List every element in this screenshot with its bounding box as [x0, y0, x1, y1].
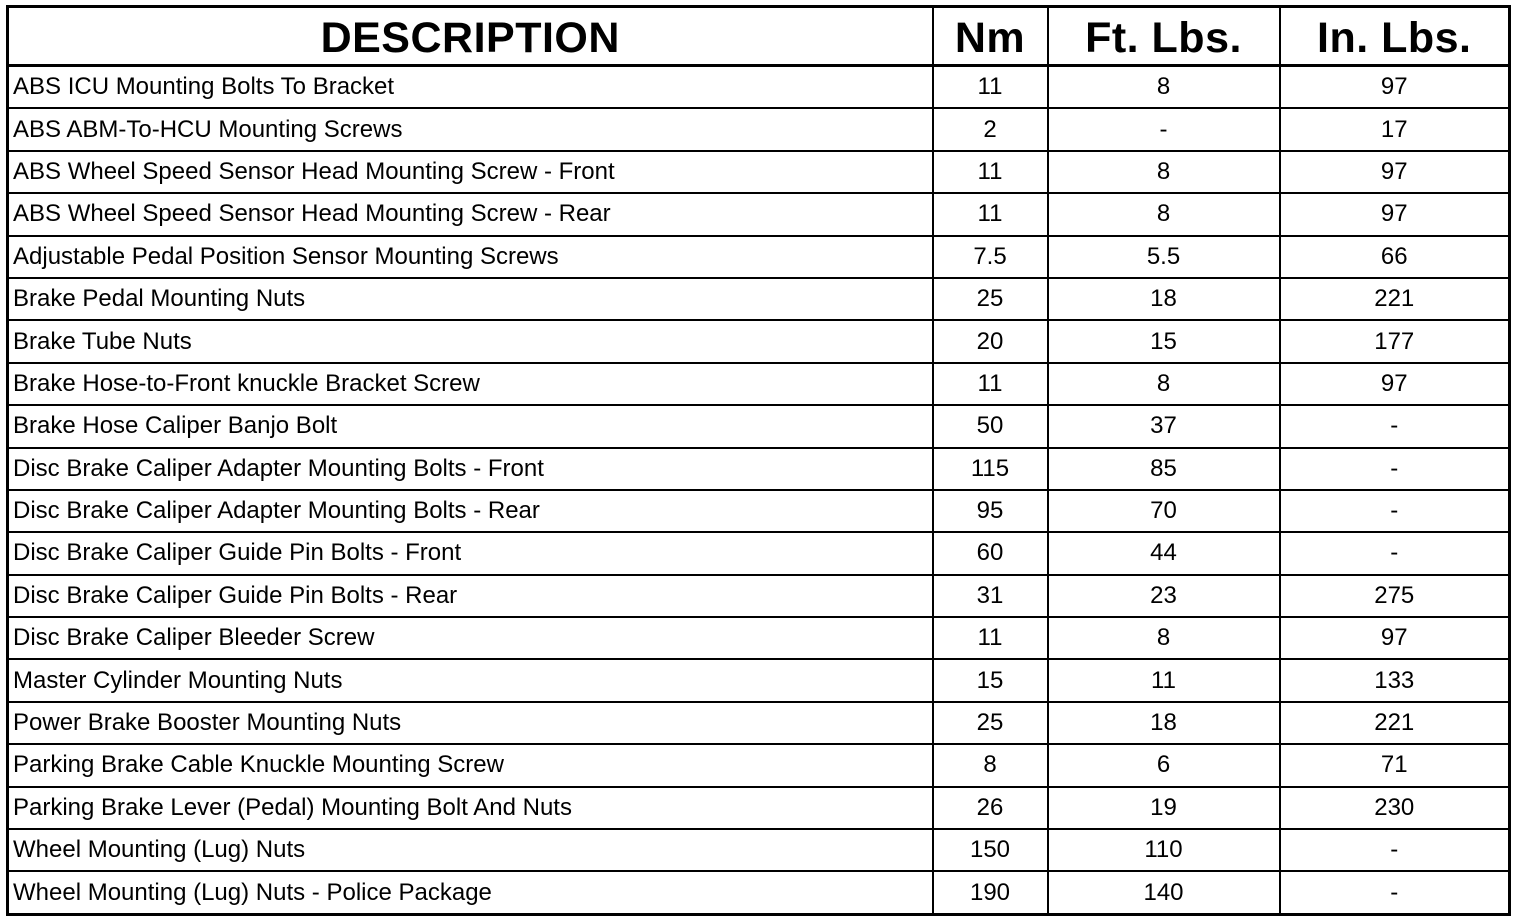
- table-row: [8, 871, 1510, 914]
- cell-nm: 190: [933, 871, 1048, 914]
- cell-description: Disc Brake Caliper Adapter Mounting Bolts - Front: [8, 448, 933, 490]
- table-row: [8, 575, 1510, 617]
- cell-description: Disc Brake Caliper Adapter Mounting Bolts - Rear: [8, 490, 933, 532]
- cell-description: Parking Brake Cable Knuckle Mounting Screw: [8, 744, 933, 786]
- cell-description: Adjustable Pedal Position Sensor Mounting Screws: [8, 236, 933, 278]
- cell-nm: 7.5: [933, 236, 1048, 278]
- cell-ft-lbs: 15: [1048, 320, 1280, 362]
- cell-ft-lbs: 110: [1048, 829, 1280, 871]
- cell-nm: 150: [933, 829, 1048, 871]
- table-row: [8, 448, 1510, 490]
- cell-description: ABS Wheel Speed Sensor Head Mounting Screw - Rear: [8, 193, 933, 235]
- cell-nm: 11: [933, 363, 1048, 405]
- table-header: [8, 7, 1510, 66]
- cell-nm: 26: [933, 787, 1048, 829]
- header-nm: Nm: [933, 7, 1048, 66]
- table-body: [8, 66, 1510, 915]
- cell-ft-lbs: 44: [1048, 532, 1280, 574]
- cell-ft-lbs: 140: [1048, 871, 1280, 914]
- cell-in-lbs: 97: [1280, 151, 1510, 193]
- cell-ft-lbs: 5.5: [1048, 236, 1280, 278]
- cell-description: ABS Wheel Speed Sensor Head Mounting Screw - Front: [8, 151, 933, 193]
- cell-in-lbs: 97: [1280, 193, 1510, 235]
- table-row: [8, 108, 1510, 150]
- cell-in-lbs: 66: [1280, 236, 1510, 278]
- cell-in-lbs: -: [1280, 829, 1510, 871]
- header-in-lbs: In. Lbs.: [1280, 7, 1510, 66]
- cell-description: Parking Brake Lever (Pedal) Mounting Bolt And Nuts: [8, 787, 933, 829]
- table-row: [8, 320, 1510, 362]
- cell-in-lbs: -: [1280, 405, 1510, 447]
- cell-in-lbs: -: [1280, 532, 1510, 574]
- cell-in-lbs: -: [1280, 490, 1510, 532]
- cell-description: Power Brake Booster Mounting Nuts: [8, 702, 933, 744]
- cell-ft-lbs: 23: [1048, 575, 1280, 617]
- cell-nm: 8: [933, 744, 1048, 786]
- table-row: [8, 66, 1510, 109]
- table-row: [8, 532, 1510, 574]
- header-description: DESCRIPTION: [8, 7, 933, 66]
- cell-ft-lbs: 6: [1048, 744, 1280, 786]
- table-row: [8, 744, 1510, 786]
- cell-nm: 50: [933, 405, 1048, 447]
- cell-in-lbs: -: [1280, 871, 1510, 914]
- table-row: [8, 787, 1510, 829]
- cell-in-lbs: 17: [1280, 108, 1510, 150]
- cell-nm: 20: [933, 320, 1048, 362]
- table-row: [8, 278, 1510, 320]
- cell-ft-lbs: 8: [1048, 363, 1280, 405]
- table-row: [8, 490, 1510, 532]
- cell-nm: 31: [933, 575, 1048, 617]
- cell-ft-lbs: 18: [1048, 702, 1280, 744]
- cell-ft-lbs: 8: [1048, 193, 1280, 235]
- cell-in-lbs: 221: [1280, 702, 1510, 744]
- cell-description: Brake Tube Nuts: [8, 320, 933, 362]
- cell-nm: 2: [933, 108, 1048, 150]
- header-ft-lbs: Ft. Lbs.: [1048, 7, 1280, 66]
- header-row: [8, 7, 1510, 66]
- table-row: [8, 659, 1510, 701]
- table-row: [8, 236, 1510, 278]
- cell-in-lbs: 275: [1280, 575, 1510, 617]
- cell-in-lbs: 97: [1280, 66, 1510, 109]
- cell-ft-lbs: 85: [1048, 448, 1280, 490]
- cell-ft-lbs: 37: [1048, 405, 1280, 447]
- cell-in-lbs: 97: [1280, 617, 1510, 659]
- cell-ft-lbs: -: [1048, 108, 1280, 150]
- cell-in-lbs: 230: [1280, 787, 1510, 829]
- cell-in-lbs: -: [1280, 448, 1510, 490]
- cell-nm: 11: [933, 151, 1048, 193]
- cell-nm: 115: [933, 448, 1048, 490]
- cell-in-lbs: 97: [1280, 363, 1510, 405]
- cell-nm: 15: [933, 659, 1048, 701]
- table-row: [8, 193, 1510, 235]
- cell-description: Brake Pedal Mounting Nuts: [8, 278, 933, 320]
- cell-description: Master Cylinder Mounting Nuts: [8, 659, 933, 701]
- table-row: [8, 617, 1510, 659]
- cell-in-lbs: 71: [1280, 744, 1510, 786]
- cell-ft-lbs: 8: [1048, 151, 1280, 193]
- cell-description: Disc Brake Caliper Bleeder Screw: [8, 617, 933, 659]
- cell-ft-lbs: 70: [1048, 490, 1280, 532]
- cell-nm: 11: [933, 617, 1048, 659]
- cell-description: Wheel Mounting (Lug) Nuts: [8, 829, 933, 871]
- cell-ft-lbs: 8: [1048, 66, 1280, 109]
- table-row: [8, 363, 1510, 405]
- cell-nm: 95: [933, 490, 1048, 532]
- cell-description: Disc Brake Caliper Guide Pin Bolts - Front: [8, 532, 933, 574]
- table-row: [8, 829, 1510, 871]
- table-row: [8, 151, 1510, 193]
- cell-description: Brake Hose Caliper Banjo Bolt: [8, 405, 933, 447]
- cell-nm: 60: [933, 532, 1048, 574]
- cell-ft-lbs: 11: [1048, 659, 1280, 701]
- cell-description: ABS ICU Mounting Bolts To Bracket: [8, 66, 933, 109]
- cell-ft-lbs: 18: [1048, 278, 1280, 320]
- table-row: [8, 702, 1510, 744]
- cell-description: Brake Hose-to-Front knuckle Bracket Screw: [8, 363, 933, 405]
- torque-spec-table: [6, 5, 1511, 916]
- cell-ft-lbs: 8: [1048, 617, 1280, 659]
- cell-nm: 11: [933, 193, 1048, 235]
- cell-in-lbs: 221: [1280, 278, 1510, 320]
- cell-nm: 11: [933, 66, 1048, 109]
- cell-nm: 25: [933, 278, 1048, 320]
- cell-description: ABS ABM-To-HCU Mounting Screws: [8, 108, 933, 150]
- cell-description: Disc Brake Caliper Guide Pin Bolts - Rear: [8, 575, 933, 617]
- cell-nm: 25: [933, 702, 1048, 744]
- cell-description: Wheel Mounting (Lug) Nuts - Police Package: [8, 871, 933, 914]
- cell-ft-lbs: 19: [1048, 787, 1280, 829]
- cell-in-lbs: 177: [1280, 320, 1510, 362]
- table-row: [8, 405, 1510, 447]
- cell-in-lbs: 133: [1280, 659, 1510, 701]
